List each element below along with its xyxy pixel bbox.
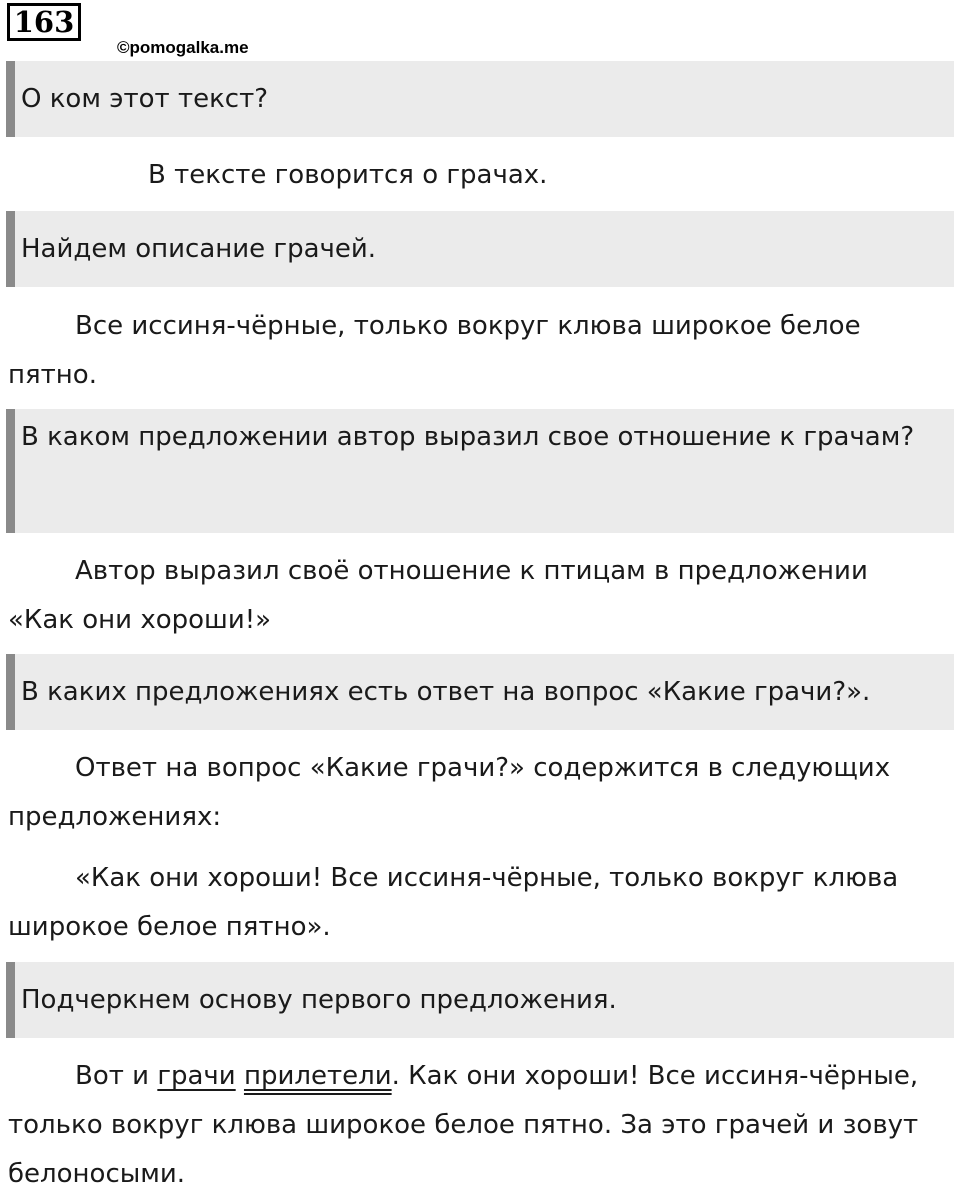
question-1-text: О ком этот текст? (21, 84, 269, 114)
question-2 (6, 211, 954, 287)
subject-underlined: грачи (157, 1061, 236, 1091)
question-3 (6, 409, 954, 533)
answer-4-intro: Ответ на вопрос «Какие грачи?» содержится в следующих предложениях: (8, 753, 891, 832)
answer-5 (8, 1052, 938, 1199)
answer-1: В тексте говорится о грачах. (148, 160, 548, 190)
answer-3: Автор выразил своё отношение к птицам в предложении «Как они хороши!» (8, 556, 868, 635)
answer-5-start: Вот и (75, 1061, 158, 1091)
answer-5-space (236, 1061, 244, 1091)
question-5 (6, 962, 954, 1038)
question-1 (6, 61, 954, 137)
question-4-text: В каких предложениях есть ответ на вопрос «Какие грачи?». (21, 677, 871, 707)
task-number: 163 (7, 3, 81, 41)
watermark: ©pomogalka.me (117, 38, 249, 57)
question-5-text: Подчеркнем основу первого предложения. (21, 985, 617, 1015)
answer-5-rest: . Как они хороши! Все иссиня-чёрные, только вокруг клюва широкое белое пятно. За это грачей и зовут белоносыми. (8, 1061, 919, 1189)
answer-2: Все иссиня-чёрные, только вокруг клюва широкое белое пятно. (8, 311, 861, 390)
question-2-text: Найдем описание грачей. (21, 234, 377, 264)
question-4 (6, 654, 954, 730)
predicate-underlined: прилетели (243, 1061, 392, 1091)
answer-4-quote: «Как они хороши! Все иссиня-чёрные, только вокруг клюва широкое белое пятно». (8, 863, 899, 942)
question-3-text: В каком предложении автор выразил свое отношение к грачам? (21, 422, 915, 452)
